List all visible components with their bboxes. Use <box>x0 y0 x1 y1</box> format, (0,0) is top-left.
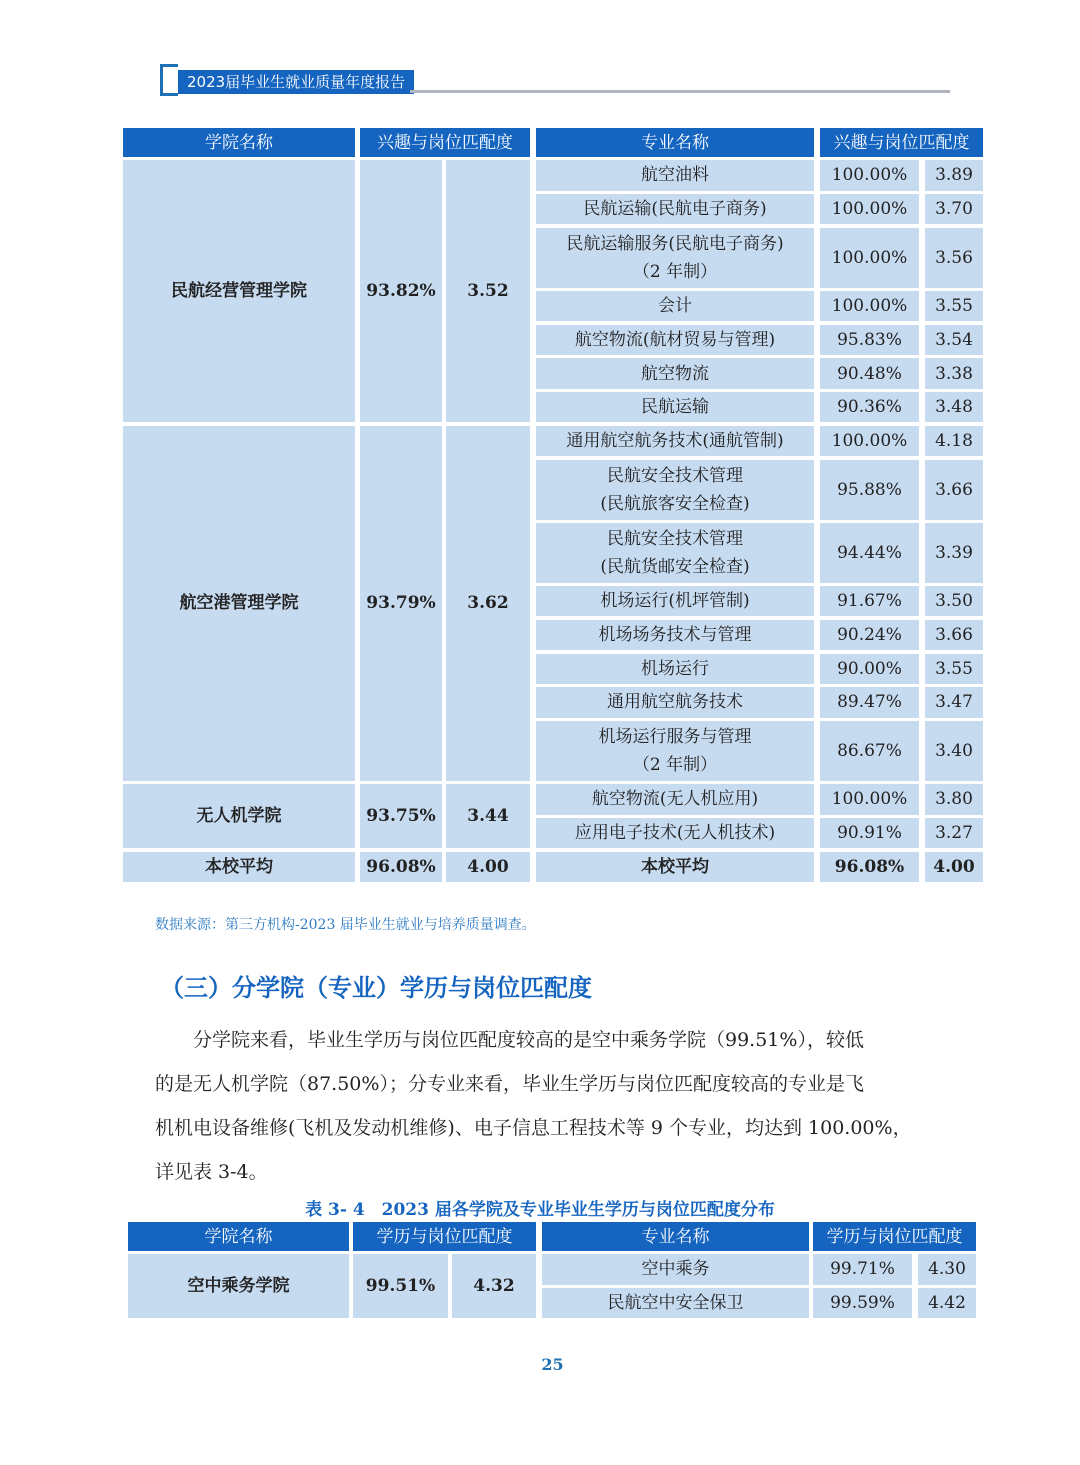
major-name-cell: 机场场务技术与管理 <box>536 620 814 650</box>
college-match-score: 3.52 <box>446 160 530 422</box>
major-match-score: 3.70 <box>925 194 983 224</box>
header-match: 学历与岗位匹配度 <box>353 1222 536 1251</box>
major-name-cell: 民航运输服务(民航电子商务) （2 年制） <box>536 228 814 288</box>
page-number: 25 <box>541 1355 564 1374</box>
major-match-score: 3.39 <box>925 523 983 583</box>
header-match: 兴趣与岗位匹配度 <box>360 128 530 157</box>
major-name-cell: 民航安全技术管理 (民航旅客安全检查) <box>536 460 814 520</box>
major-match-percent: 99.71% <box>813 1254 912 1285</box>
major-match-score: 3.55 <box>925 291 983 321</box>
major-name-cell: 民航安全技术管理 (民航货邮安全检查) <box>536 523 814 583</box>
major-match-score: 3.47 <box>925 687 983 717</box>
report-header <box>160 64 950 98</box>
major-match-score: 3.38 <box>925 358 983 388</box>
major-match-percent: 100.00% <box>820 228 919 288</box>
major-name-cell: 机场运行(机坪管制) <box>536 586 814 616</box>
major-match-percent: 100.00% <box>820 426 919 456</box>
major-name-cell: 会计 <box>536 291 814 321</box>
paragraph-line: 分学院来看，毕业生学历与岗位匹配度较高的是空中乘务学院（99.51%），较低 <box>193 1029 864 1051</box>
major-match-percent: 100.00% <box>820 160 919 190</box>
header-major: 专业名称 <box>542 1222 809 1251</box>
major-match-score: 3.80 <box>925 784 983 814</box>
college-match-score: 3.62 <box>446 426 530 781</box>
major-match-score: 4.30 <box>918 1254 976 1285</box>
major-match-percent: 86.67% <box>820 721 919 781</box>
major-name-cell: 应用电子技术(无人机技术) <box>536 818 814 848</box>
major-match-percent: 95.83% <box>820 325 919 355</box>
section-title: （三）分学院（专业）学历与岗位匹配度 <box>160 974 592 1002</box>
major-match-score: 3.55 <box>925 654 983 684</box>
header-college: 学院名称 <box>128 1222 349 1251</box>
major-match-score: 3.56 <box>925 228 983 288</box>
college-name-cell: 民航经营管理学院 <box>123 160 355 422</box>
header-bracket <box>160 64 178 96</box>
major-match-score: 3.54 <box>925 325 983 355</box>
major-match-score: 3.27 <box>925 818 983 848</box>
major-name-cell: 航空物流(航材贸易与管理) <box>536 325 814 355</box>
average-label: 本校平均 <box>123 852 355 882</box>
major-name-cell: 航空油料 <box>536 160 814 190</box>
major-match-percent: 99.59% <box>813 1288 912 1319</box>
major-match-percent: 90.91% <box>820 818 919 848</box>
table-caption: 表 3- 4 2023 届各学院及专业毕业生学历与岗位匹配度分布 <box>305 1200 775 1220</box>
major-match-percent: 90.48% <box>820 358 919 388</box>
major-match-score: 3.89 <box>925 160 983 190</box>
paragraph-line: 机机电设备维修(飞机及发动机维修)、电子信息工程技术等 9 个专业，均达到 100.00%， <box>155 1117 912 1139</box>
header-match-right: 学历与岗位匹配度 <box>813 1222 976 1251</box>
header-college: 学院名称 <box>123 128 355 157</box>
major-match-percent: 90.00% <box>820 654 919 684</box>
college-name-cell: 空中乘务学院 <box>128 1254 349 1318</box>
major-match-percent: 94.44% <box>820 523 919 583</box>
major-match-score: 4.18 <box>925 426 983 456</box>
average-percent: 96.08% <box>360 852 442 882</box>
major-match-percent: 100.00% <box>820 784 919 814</box>
header-major: 专业名称 <box>536 128 814 157</box>
average-label-right: 本校平均 <box>536 852 814 882</box>
major-match-score: 3.50 <box>925 586 983 616</box>
major-match-score: 3.48 <box>925 392 983 422</box>
header-rule <box>410 90 950 93</box>
college-name-cell: 无人机学院 <box>123 784 355 848</box>
major-name-cell: 民航运输 <box>536 392 814 422</box>
college-match-score: 3.44 <box>446 784 530 848</box>
major-match-percent: 90.24% <box>820 620 919 650</box>
major-name-cell: 民航空中安全保卫 <box>542 1288 809 1319</box>
body-paragraph <box>155 1018 955 1194</box>
header-match-right: 兴趣与岗位匹配度 <box>820 128 983 157</box>
college-match-percent: 93.75% <box>360 784 442 848</box>
college-match-percent: 93.82% <box>360 160 442 422</box>
major-match-score: 3.66 <box>925 620 983 650</box>
major-match-percent: 100.00% <box>820 291 919 321</box>
major-name-cell: 空中乘务 <box>542 1254 809 1285</box>
report-title: 2023届毕业生就业质量年度报告 <box>178 70 414 94</box>
major-match-percent: 91.67% <box>820 586 919 616</box>
major-name-cell: 机场运行服务与管理 （2 年制） <box>536 721 814 781</box>
major-name-cell: 机场运行 <box>536 654 814 684</box>
major-match-score: 3.40 <box>925 721 983 781</box>
major-name-cell: 通用航空航务技术(通航管制) <box>536 426 814 456</box>
college-match-percent: 93.79% <box>360 426 442 781</box>
paragraph-line: 的是无人机学院（87.50%）；分专业来看，毕业生学历与岗位匹配度较高的专业是飞 <box>155 1073 864 1095</box>
major-match-score: 3.66 <box>925 460 983 520</box>
major-name-cell: 航空物流(无人机应用) <box>536 784 814 814</box>
major-match-score: 4.42 <box>918 1288 976 1319</box>
average-score: 4.00 <box>446 852 530 882</box>
average-percent-right: 96.08% <box>820 852 919 882</box>
college-match-score: 4.32 <box>452 1254 536 1318</box>
major-match-percent: 95.88% <box>820 460 919 520</box>
college-name-cell: 航空港管理学院 <box>123 426 355 781</box>
major-name-cell: 民航运输(民航电子商务) <box>536 194 814 224</box>
college-match-percent: 99.51% <box>353 1254 448 1318</box>
paragraph-line: 详见表 3-4。 <box>155 1161 268 1183</box>
major-match-percent: 100.00% <box>820 194 919 224</box>
major-match-percent: 90.36% <box>820 392 919 422</box>
average-score-right: 4.00 <box>925 852 983 882</box>
major-name-cell: 通用航空航务技术 <box>536 687 814 717</box>
major-name-cell: 航空物流 <box>536 358 814 388</box>
data-source-note: 数据来源：第三方机构-2023 届毕业生就业与培养质量调查。 <box>155 917 536 933</box>
major-match-percent: 89.47% <box>820 687 919 717</box>
